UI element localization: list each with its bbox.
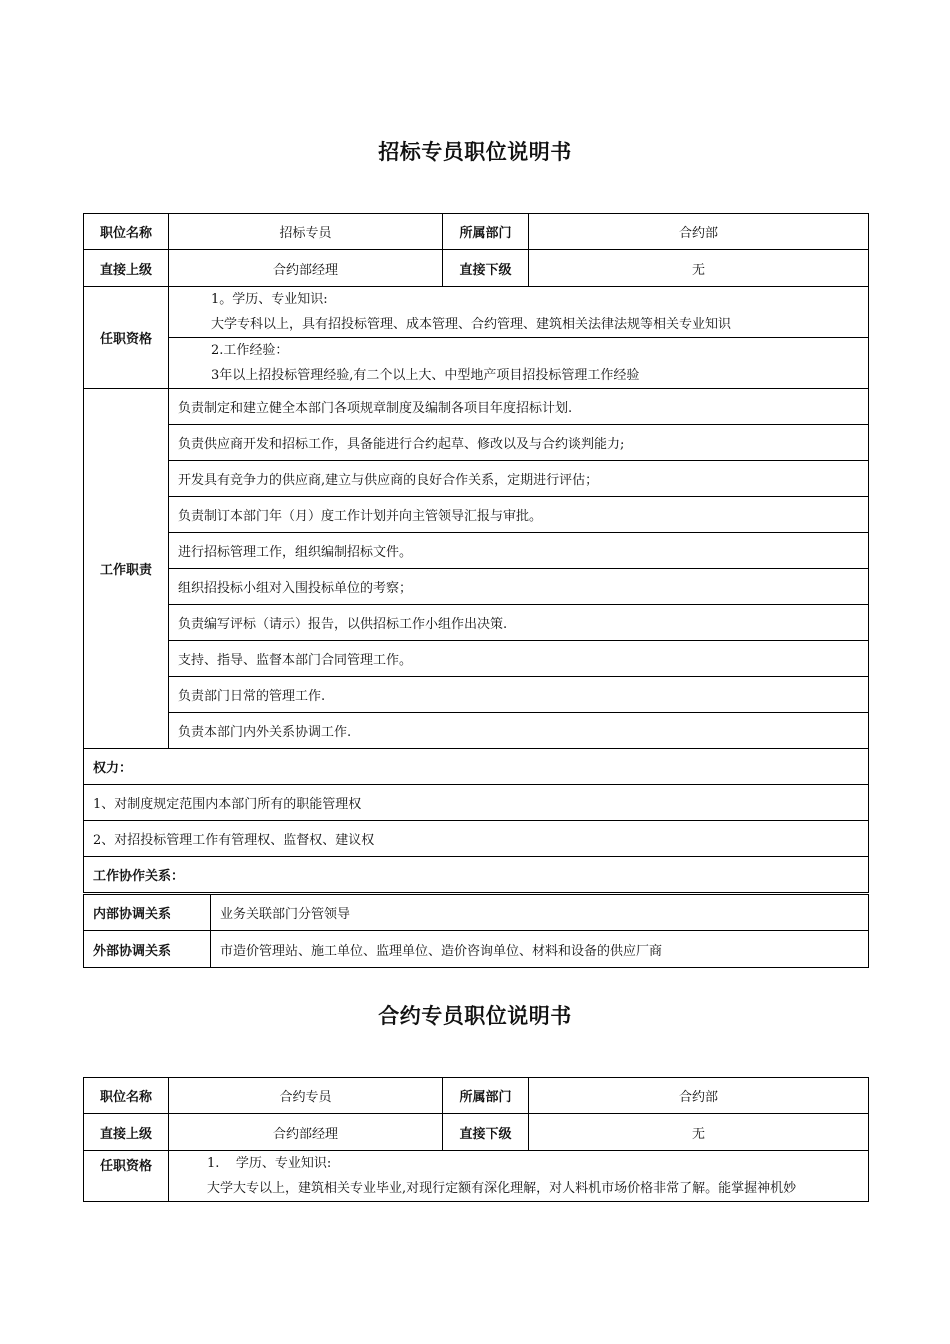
- doc1-table: [83, 213, 869, 893]
- power-item: 1、对制度规定范围内本部门所有的职能管理权: [84, 785, 869, 821]
- duty-item: 负责编写评标（请示）报告，以供招标工作小组作出决策.: [169, 605, 869, 641]
- superior-value: 合约部经理: [169, 1114, 443, 1151]
- department-value: 合约部: [529, 214, 869, 250]
- subordinate-label: 直接下级: [443, 1114, 529, 1151]
- duty-item: 负责本部门内外关系协调工作.: [169, 713, 869, 749]
- duty-item: 进行招标管理工作，组织编制招标文件。: [169, 533, 869, 569]
- subordinate-value: 无: [529, 1114, 869, 1151]
- position-name-label: 职位名称: [84, 214, 169, 250]
- duties-label: 工作职责: [84, 389, 169, 749]
- doc1-title: 招标专员职位说明书: [378, 140, 572, 164]
- doc2-title: 合约专员职位说明书: [378, 1004, 572, 1028]
- internal-relations-label: 内部协调关系: [84, 895, 211, 931]
- duty-item: 负责制定和建立健全本部门各项规章制度及编制各项目年度招标计划.: [169, 389, 869, 425]
- position-name-value: 招标专员: [169, 214, 443, 250]
- external-relations-label: 外部协调关系: [84, 931, 211, 968]
- qualification-experience: [169, 338, 869, 389]
- doc2-table: [83, 1077, 869, 1202]
- duty-item: 开发具有竞争力的供应商,建立与供应商的良好合作关系，定期进行评估；: [169, 461, 869, 497]
- qualification-heading: 2.工作经验：: [211, 343, 289, 358]
- qualification-text: 大学大专以上，建筑相关专业毕业,对现行定额有深化理解，对人料机市场价格非常了解。能掌握神机妙: [207, 1181, 797, 1196]
- qualification-education: [169, 287, 869, 338]
- qualification-text: 3年以上招投标管理经验,有二个以上大、中型地产项目招投标管理工作经验: [211, 368, 640, 383]
- qualification-education: [169, 1151, 869, 1202]
- duty-item: 负责部门日常的管理工作.: [169, 677, 869, 713]
- external-relations-value: 市造价管理站、施工单位、监理单位、造价咨询单位、材料和设备的供应厂商: [211, 931, 869, 968]
- department-label: 所属部门: [443, 214, 529, 250]
- superior-label: 直接上级: [84, 250, 169, 287]
- department-label: 所属部门: [443, 1078, 529, 1114]
- duty-item: 组织招投标小组对入围投标单位的考察；: [169, 569, 869, 605]
- superior-label: 直接上级: [84, 1114, 169, 1151]
- powers-heading: 权力：: [84, 749, 869, 785]
- position-name-value: 合约专员: [169, 1078, 443, 1114]
- qualifications-label: 任职资格: [84, 1151, 169, 1202]
- relations-heading: 工作协作关系：: [84, 857, 869, 893]
- qualifications-label: 任职资格: [84, 287, 169, 389]
- internal-relations-value: 业务关联部门分管领导: [211, 895, 869, 931]
- subordinate-label: 直接下级: [443, 250, 529, 287]
- superior-value: 合约部经理: [169, 250, 443, 287]
- qualification-heading: 1。学历、专业知识:: [211, 292, 328, 307]
- duty-item: 负责制订本部门年（月）度工作计划并向主管领导汇报与审批。: [169, 497, 869, 533]
- power-item: 2、对招投标管理工作有管理权、监督权、建议权: [84, 821, 869, 857]
- qualification-text: 大学专科以上，具有招投标管理、成本管理、合约管理、建筑相关法律法规等相关专业知识: [211, 317, 732, 332]
- department-value: 合约部: [529, 1078, 869, 1114]
- qualification-heading: 1. 学历、专业知识:: [207, 1156, 332, 1171]
- subordinate-value: 无: [529, 250, 869, 287]
- duty-item: 支持、指导、监督本部门合同管理工作。: [169, 641, 869, 677]
- doc1-relations-table: [83, 894, 869, 968]
- position-name-label: 职位名称: [84, 1078, 169, 1114]
- duty-item: 负责供应商开发和招标工作，具备能进行合约起草、修改以及与合约谈判能力;: [169, 425, 869, 461]
